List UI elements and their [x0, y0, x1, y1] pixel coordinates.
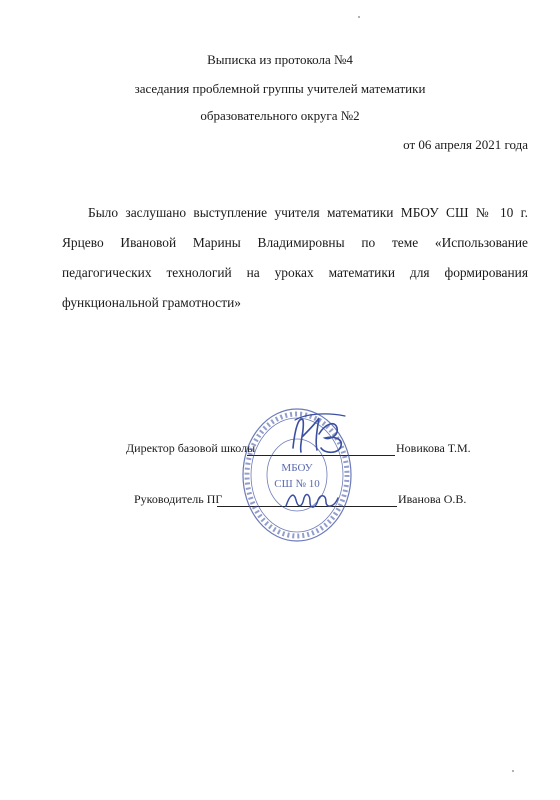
protocol-date: от 06 апреля 2021 года: [403, 137, 528, 152]
head-title: Руководитель ПГ: [134, 492, 223, 506]
body-paragraph: Было заслушано выступление учителя математики МБОУ СШ № 10 г. Ярцево Ивановой Марины Владимировны по теме «Использование педагогических технологий на уроках математики для формирования функциональной грамотности»: [62, 205, 528, 310]
director-handwritten-signature: [285, 408, 355, 468]
head-name: Иванова О.В.: [398, 492, 467, 506]
scan-speck: [358, 16, 360, 18]
director-title: Директор базовой школы: [126, 441, 256, 455]
director-name: Новикова Т.М.: [396, 441, 471, 455]
head-handwritten-signature: [282, 488, 342, 514]
title-line-1: Выписка из протокола №4: [207, 52, 353, 67]
seal-center-line-1: МБОУ: [281, 462, 313, 474]
seal-center-line-2: СШ № 10: [274, 478, 320, 490]
scan-speck: [512, 770, 514, 772]
title-line-3: образовательного округа №2: [200, 108, 360, 123]
title-line-2: заседания проблемной группы учителей математики: [134, 81, 426, 96]
